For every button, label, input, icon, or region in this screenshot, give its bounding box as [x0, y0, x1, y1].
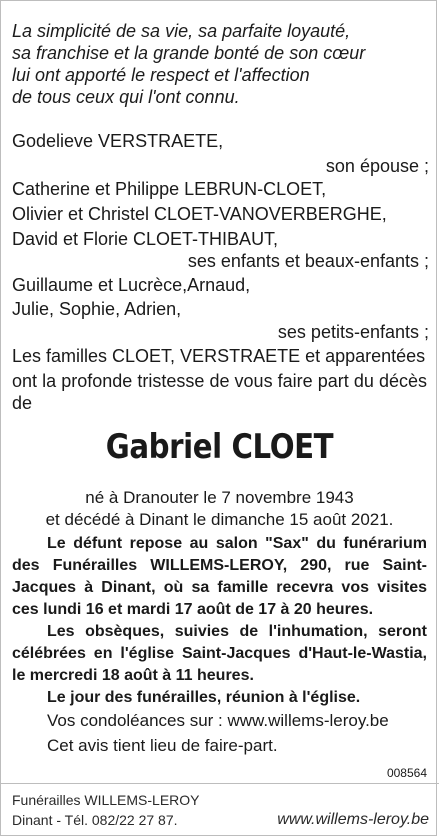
opening-poem: [12, 20, 365, 108]
footer-contact: Dinant - Tél. 082/22 27 87.: [12, 812, 178, 828]
families-line: Les familles CLOET, VERSTRAETE et apparentées: [12, 346, 426, 366]
funeral-paragraph: Les obsèques, suivies de l'inhumation, seront célébrées en l'église Saint-Jacques d'Haut-le-Wastia, le mercredi 18 août à 11 heures.: [12, 623, 427, 684]
condolences-line: Vos condoléances sur : www.willems-leroy.be: [47, 711, 389, 730]
poem-line: lui ont apporté le respect et l'affection: [12, 65, 310, 85]
child-line: Olivier et Christel CLOET-VANOVERBERGHE,: [12, 204, 387, 224]
footer-website[interactable]: www.willems-leroy.be: [277, 811, 429, 828]
reference-number: 008564: [386, 766, 427, 780]
spouse-role: son épouse ;: [325, 156, 429, 176]
grandchild-line: Guillaume et Lucrèce,Arnaud,: [12, 275, 251, 295]
child-line: David et Florie CLOET-THIBAUT,: [12, 229, 279, 249]
death-line: et décédé à Dinant le dimanche 15 août 2021.: [45, 510, 394, 529]
repose-paragraph: Le défunt repose au salon "Sax" du funérarium des Funérailles WILLEMS-LEROY, 290, rue Saint-Jacques à Dinant, où sa famille recevra vos visites ces lundi 16 et mardi 17 août de 17 à 20 heures.: [12, 535, 427, 618]
footer-company: Funérailles WILLEMS-LEROY: [12, 792, 200, 808]
deceased-name: Gabriel CLOET: [105, 427, 334, 467]
child-line: Catherine et Philippe LEBRUN-CLOET,: [12, 179, 327, 199]
birth-line: né à Dranouter le 7 novembre 1943: [85, 488, 354, 507]
children-role: ses enfants et beaux-enfants ;: [187, 251, 429, 271]
grandchildren-role: ses petits-enfants ;: [277, 322, 429, 342]
announcement-text: ont la profonde tristesse de vous faire part du décès de: [12, 371, 427, 413]
poem-line: sa franchise et la grande bonté de son cœur: [12, 43, 366, 63]
poem-line: La simplicité de sa vie, sa parfaite loyauté,: [12, 21, 351, 41]
footer-divider: [0, 783, 439, 784]
poem-line: de tous ceux qui l'ont connu.: [12, 87, 240, 107]
spouse-name: Godelieve VERSTRAETE,: [12, 131, 224, 151]
meeting-line: Le jour des funérailles, réunion à l'église.: [47, 689, 361, 706]
notice-line: Cet avis tient lieu de faire-part.: [47, 736, 278, 755]
grandchild-line: Julie, Sophie, Adrien,: [12, 299, 182, 319]
